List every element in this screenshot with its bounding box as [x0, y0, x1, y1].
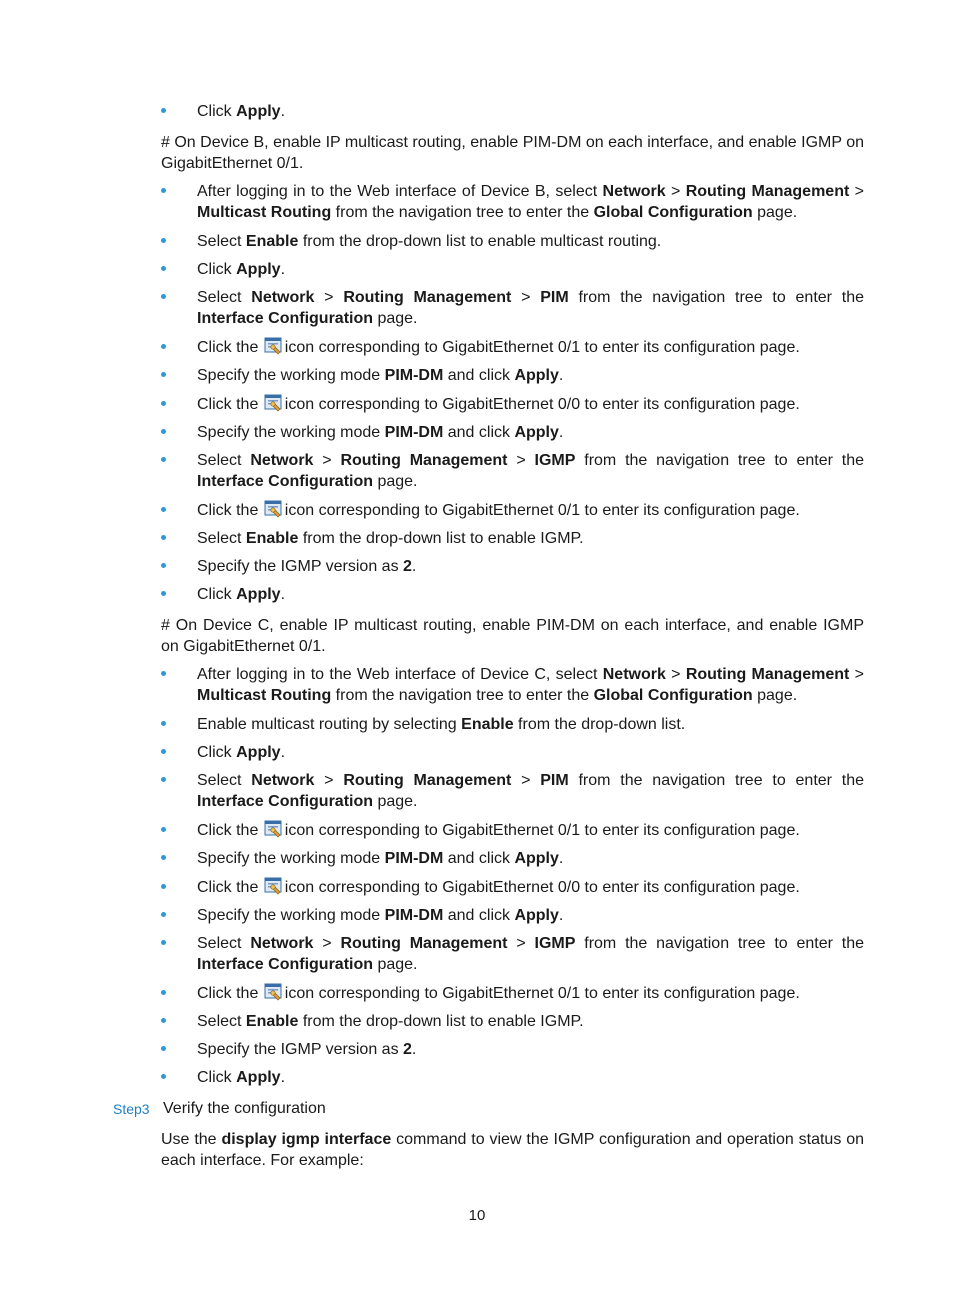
bold-term: Routing Management	[343, 289, 512, 306]
verify-paragraph	[161, 1129, 864, 1171]
bold-term: Apply	[236, 744, 281, 761]
text-run: .	[558, 907, 564, 924]
bold-term: IGMP	[534, 452, 576, 469]
bullet-icon	[161, 1074, 166, 1079]
text-run: icon corresponding to GigabitEthernet 0/1 to enter its configuration page.	[284, 339, 800, 356]
list-item-text	[197, 231, 864, 252]
list-item-text	[197, 1067, 864, 1088]
text-run: from the navigation tree to enter the	[575, 935, 865, 952]
bold-term: Apply	[514, 367, 559, 384]
text-run: .	[280, 1069, 286, 1086]
text-run: page.	[752, 204, 798, 221]
bullet-icon	[161, 591, 166, 596]
bullet-icon	[161, 855, 166, 860]
list-item-text	[197, 422, 864, 443]
text-run: Click	[197, 261, 237, 278]
bold-term: Enable	[461, 716, 514, 733]
bold-term: Interface Configuration	[197, 956, 374, 973]
list-item-text	[197, 742, 864, 763]
configure-icon	[263, 337, 283, 355]
bold-term: Network	[250, 935, 314, 952]
text-run: Click the	[197, 502, 263, 519]
bold-term: PIM-DM	[384, 850, 444, 867]
page-number: 10	[468, 1207, 486, 1224]
bold-term: PIM	[540, 772, 569, 789]
configure-icon	[263, 877, 283, 895]
bold-term: Apply	[236, 261, 281, 278]
bullet-icon	[161, 188, 166, 193]
text-run: from the navigation tree to enter the	[331, 687, 594, 704]
paragraph	[161, 615, 864, 657]
text-run: Click the	[197, 822, 263, 839]
bullet-icon	[161, 671, 166, 676]
text-run: >	[511, 289, 541, 306]
text-run: Click	[197, 744, 237, 761]
bold-term: Apply	[514, 424, 559, 441]
step-title: Verify the configuration	[163, 1100, 326, 1117]
text-run: >	[665, 666, 686, 683]
text-run: .	[558, 424, 564, 441]
step-label: Step3	[113, 1101, 150, 1117]
bold-term: Network	[251, 289, 315, 306]
list-item-text	[197, 584, 864, 605]
bullet-icon	[161, 940, 166, 945]
text-run: Select	[197, 530, 246, 547]
bullet-icon	[161, 912, 166, 917]
text-run: >	[314, 772, 344, 789]
bold-term: Interface Configuration	[197, 310, 374, 327]
text-run: and click	[443, 424, 515, 441]
bold-term: Routing Management	[343, 772, 512, 789]
bold-term: display igmp interface	[221, 1131, 392, 1148]
bullet-icon	[161, 990, 166, 995]
bold-term: Routing Management	[685, 666, 850, 683]
list-item-text	[197, 848, 864, 869]
text-run: >	[314, 289, 344, 306]
text-run: >	[849, 183, 864, 200]
text-run: icon corresponding to GigabitEthernet 0/1 to enter its configuration page.	[284, 985, 800, 1002]
bold-term: Multicast Routing	[197, 204, 332, 221]
text-run: Select	[197, 289, 252, 306]
text-run: page.	[373, 793, 418, 810]
bullet-icon	[161, 457, 166, 462]
bold-term: Global Configuration	[593, 204, 753, 221]
text-run: # On Device B, enable IP multicast routing, enable PIM-DM on each interface, and enable IGMP on GigabitEthernet 0/1.	[161, 134, 864, 172]
bullet-icon	[161, 294, 166, 299]
bullet-icon	[161, 777, 166, 782]
bold-term: PIM	[540, 289, 569, 306]
bold-term: Enable	[245, 233, 299, 250]
text-run: icon corresponding to GigabitEthernet 0/1 to enter its configuration page.	[284, 822, 800, 839]
list-item-text	[197, 365, 864, 386]
text-run: .	[558, 367, 564, 384]
text-run: >	[313, 935, 341, 952]
bold-term: Enable	[245, 1013, 299, 1030]
list-item-text	[197, 337, 864, 358]
text-run: >	[849, 666, 865, 683]
text-run: >	[313, 452, 341, 469]
text-run: Click	[197, 586, 237, 603]
text-run: Select	[197, 1013, 246, 1030]
bold-term: Global Configuration	[593, 687, 753, 704]
text-run: icon corresponding to GigabitEthernet 0/0 to enter its configuration page.	[284, 396, 800, 413]
text-run: from the navigation tree to enter the	[575, 452, 865, 469]
text-run: Specify the working mode	[197, 424, 385, 441]
configure-icon	[263, 394, 283, 412]
bullet-icon	[161, 108, 166, 113]
bold-term: Multicast Routing	[197, 687, 332, 704]
list-item-text	[197, 1039, 864, 1060]
text-run: and click	[443, 850, 515, 867]
text-run: Click the	[197, 879, 263, 896]
text-run: .	[558, 850, 564, 867]
text-run: icon corresponding to GigabitEthernet 0/1 to enter its configuration page.	[284, 502, 800, 519]
bullet-icon	[161, 563, 166, 568]
bold-term: 2	[403, 558, 412, 575]
text-run: icon corresponding to GigabitEthernet 0/0 to enter its configuration page.	[284, 879, 800, 896]
bullet-icon	[161, 344, 166, 349]
text-run: Specify the working mode	[197, 907, 385, 924]
list-item-text	[197, 714, 864, 735]
text-run: from the navigation tree to enter the	[568, 772, 865, 789]
list-item-text	[197, 770, 864, 812]
bold-term: PIM-DM	[384, 424, 444, 441]
list-item-text	[197, 664, 864, 706]
bullet-icon	[161, 827, 166, 832]
text-run: Use the	[161, 1131, 222, 1148]
bullet-icon	[161, 1046, 166, 1051]
bold-term: Network	[602, 183, 666, 200]
bullet-icon	[161, 749, 166, 754]
list-item-text	[197, 287, 864, 329]
bullet-icon	[161, 429, 166, 434]
bold-term: Apply	[236, 586, 281, 603]
text-run: command to view the IGMP configuration and operation status on each interface. For example:	[161, 1131, 864, 1169]
configure-icon	[263, 983, 283, 1001]
text-run: from the navigation tree to enter the	[331, 204, 594, 221]
bold-term: Enable	[245, 530, 299, 547]
list-item-text	[197, 933, 864, 975]
bold-term: IGMP	[534, 935, 576, 952]
list-item-text	[197, 983, 864, 1004]
text-run: Click the	[197, 985, 263, 1002]
text-run: .	[411, 558, 417, 575]
bold-term: Routing Management	[340, 935, 508, 952]
bold-term: 2	[403, 1041, 412, 1058]
text-run: Click the	[197, 396, 263, 413]
text-run: from the drop-down list to enable IGMP.	[298, 530, 584, 547]
text-run: from the navigation tree to enter the	[568, 289, 865, 306]
text-run: .	[280, 261, 286, 278]
list-item-text	[197, 259, 864, 280]
text-run: Click the	[197, 339, 263, 356]
bold-term: Network	[602, 666, 666, 683]
text-run: >	[511, 772, 541, 789]
text-run: and click	[443, 907, 515, 924]
list-item-text	[197, 181, 864, 223]
text-run: Select	[197, 935, 251, 952]
text-run: Select	[197, 452, 251, 469]
bold-term: Routing Management	[340, 452, 508, 469]
configure-icon	[263, 500, 283, 518]
text-run: from the drop-down list to enable multicast routing.	[298, 233, 662, 250]
text-run: .	[411, 1041, 417, 1058]
text-run: After logging in to the Web interface of Device C, select	[197, 666, 603, 683]
text-run: Click	[197, 103, 237, 120]
list-item-text	[197, 394, 864, 415]
bold-term: Apply	[514, 850, 559, 867]
list-item-text	[197, 820, 864, 841]
list-item-text	[197, 500, 864, 521]
text-run: .	[280, 103, 286, 120]
list-item-text	[197, 528, 864, 549]
bold-term: Routing Management	[685, 183, 850, 200]
bullet-icon	[161, 266, 166, 271]
text-run: >	[507, 452, 535, 469]
list-item-text	[197, 905, 864, 926]
list-item-text	[197, 1011, 864, 1032]
bold-term: PIM-DM	[384, 907, 444, 924]
bullet-icon	[161, 238, 166, 243]
text-run: page.	[373, 310, 418, 327]
text-run: page.	[373, 956, 418, 973]
bold-term: Network	[251, 772, 315, 789]
list-item-text	[197, 556, 864, 577]
text-run: Specify the working mode	[197, 367, 385, 384]
bold-term: Interface Configuration	[197, 793, 374, 810]
bullet-icon	[161, 372, 166, 377]
text-run: .	[280, 586, 286, 603]
configure-icon	[263, 820, 283, 838]
text-run: Enable multicast routing by selecting	[197, 716, 462, 733]
text-run: Specify the IGMP version as	[197, 1041, 404, 1058]
text-run: .	[280, 744, 286, 761]
bullet-icon	[161, 507, 166, 512]
text-run: Click	[197, 1069, 237, 1086]
text-run: from the drop-down list to enable IGMP.	[298, 1013, 584, 1030]
bold-term: Apply	[236, 1069, 281, 1086]
text-run: After logging in to the Web interface of Device B, select	[197, 183, 603, 200]
text-run: >	[507, 935, 535, 952]
bold-term: Interface Configuration	[197, 473, 374, 490]
text-run: page.	[752, 687, 798, 704]
bold-term: Network	[250, 452, 314, 469]
bold-term: Apply	[514, 907, 559, 924]
text-run: from the drop-down list.	[513, 716, 686, 733]
text-run: and click	[443, 367, 515, 384]
bold-term: PIM-DM	[384, 367, 444, 384]
text-run: # On Device C, enable IP multicast routing, enable PIM-DM on each interface, and enable IGMP on GigabitEthernet 0/1.	[161, 617, 864, 655]
text-run: page.	[373, 473, 418, 490]
text-run: Select	[197, 233, 246, 250]
paragraph	[161, 132, 864, 174]
list-item-text	[197, 877, 864, 898]
bullet-icon	[161, 535, 166, 540]
text-run: Select	[197, 772, 252, 789]
bold-term: Apply	[236, 103, 281, 120]
bullet-icon	[161, 401, 166, 406]
bullet-icon	[161, 884, 166, 889]
text-run: >	[665, 183, 686, 200]
list-item-text	[197, 450, 864, 492]
bullet-icon	[161, 721, 166, 726]
bullet-icon	[161, 1018, 166, 1023]
list-item-text	[197, 101, 864, 122]
text-run: Specify the IGMP version as	[197, 558, 404, 575]
text-run: Specify the working mode	[197, 850, 385, 867]
